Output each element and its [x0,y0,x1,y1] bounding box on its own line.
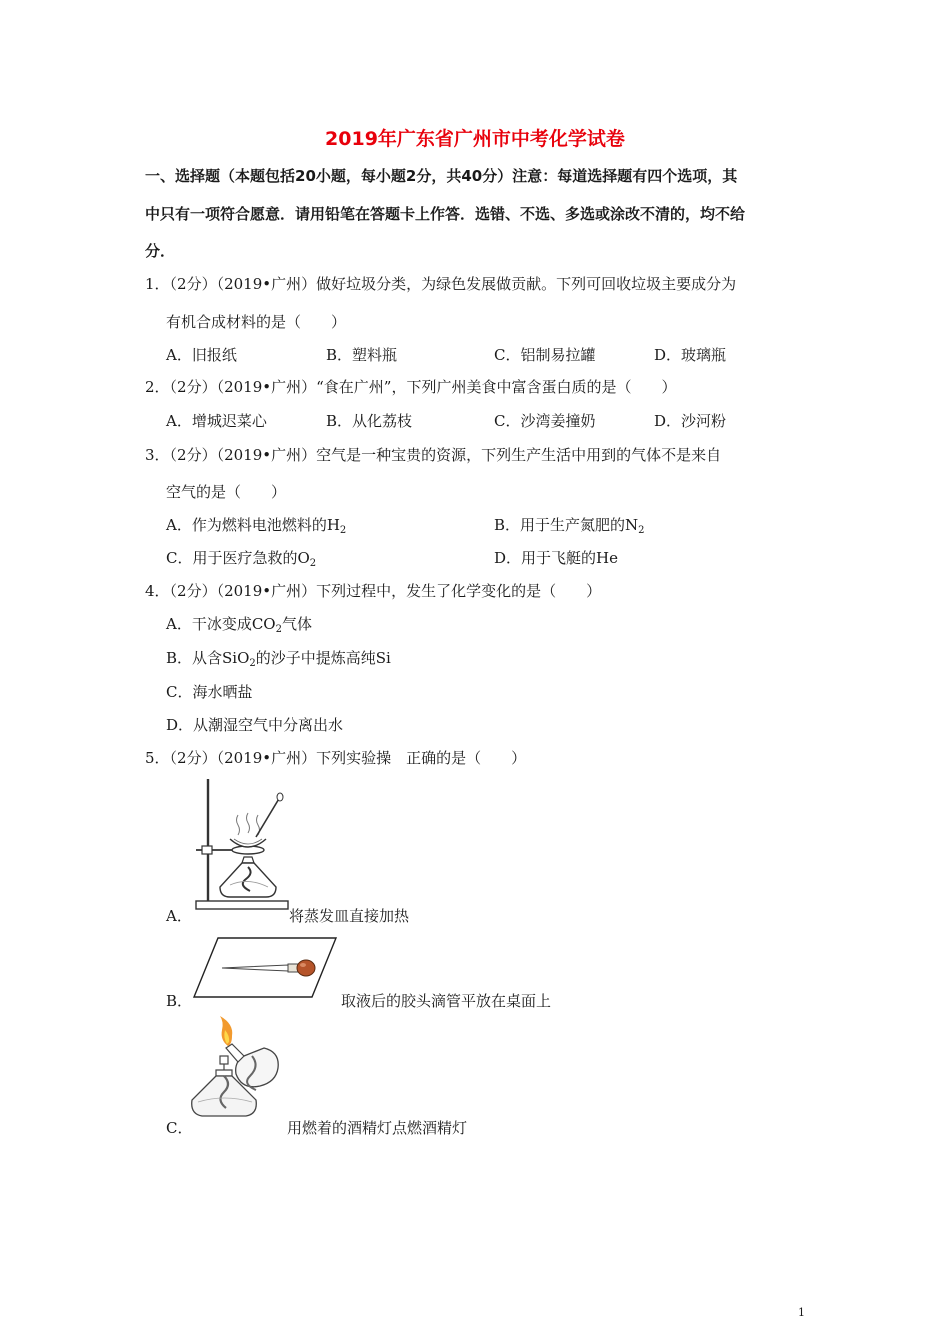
question-4-stem: 4．（2分）（2019•广州）下列过程中，发生了化学变化的是（ ） [145,582,602,600]
question-5-option-b-label: B． [166,992,193,1010]
question-2-option-b: B．从化荔枝 [326,412,413,430]
section-instruction-line-3: 分． [145,242,176,260]
figure-dropper-on-table [192,935,340,1000]
page-number: 1 [798,1306,805,1319]
page-title: 2019年广东省广州市中考化学试卷 [325,128,625,150]
figure-alcohol-lamp-lighting [186,1016,288,1120]
section-instruction-line-2: 中只有一项符合愿意．请用铅笔在答题卡上作答．选错、不选、多选或涂改不清的，均不给 [145,205,746,223]
question-3-stem: 3．（2分）（2019•广州）空气是一种宝贵的资源，下列生产生活中用到的气体不是来自 [145,446,722,464]
question-5-option-b-text: 取液后的胶头滴管平放在桌面上 [341,992,552,1010]
question-2-option-d: D．沙河粉 [654,412,727,430]
question-1-option-c: C．铝制易拉罐 [494,346,596,364]
question-3-option-b: B．用于生产氮肥的$N_2$ [494,516,645,536]
question-2-stem: 2．（2分）（2019•广州）“食在广州”，下列广州美食中富含蛋白质的是（ ） [145,378,677,396]
question-4-option-a: A．干冰变成$CO_2$气体 [166,615,312,635]
figure-evaporating-dish [190,777,290,913]
question-5-option-c-text: 用燃着的酒精灯点燃酒精灯 [287,1119,468,1137]
question-1-option-d: D．玻璃瓶 [654,346,727,364]
question-5-option-a-text: 将蒸发皿直接加热 [289,907,410,925]
question-1-stem: 1．（2分）（2019•广州）做好垃圾分类，为绿色发展做贡献。下列可回收垃圾主要成分为 [145,275,737,293]
question-2-option-a: A．增城迟菜心 [166,412,267,430]
question-1-option-a: A．旧报纸 [166,346,237,364]
question-5-option-a-label: A． [166,907,192,925]
question-5-stem: 5．（2分）（2019•广州）下列实验操 正确的是（ ） [145,749,527,767]
question-4-option-c: C．海水晒盐 [166,683,253,701]
question-3-option-a: A．作为燃料电池燃料的$H_2$ [166,516,347,536]
question-3-option-d: D．用于飞艇的He [494,549,618,567]
section-instruction-line-1: 一、选择题（本题包括20小题，每小题2分，共40分）注意：每道选择题有四个选项，其 [145,167,738,185]
question-1-stem-cont: 有机合成材料的是（ ） [166,313,347,331]
question-2-option-c: C．沙湾姜撞奶 [494,412,596,430]
question-4-option-d: D．从潮湿空气中分离出水 [166,716,344,734]
question-4-option-b: B．从含SiO$_2$的沙子中提炼高纯Si [166,649,391,669]
question-3-option-c: C．用于医疗急救的$O_2$ [166,549,317,569]
question-3-stem-cont: 空气的是（ ） [166,483,287,501]
question-1-option-b: B．塑料瓶 [326,346,398,364]
question-5-option-c-label: C． [166,1119,193,1137]
